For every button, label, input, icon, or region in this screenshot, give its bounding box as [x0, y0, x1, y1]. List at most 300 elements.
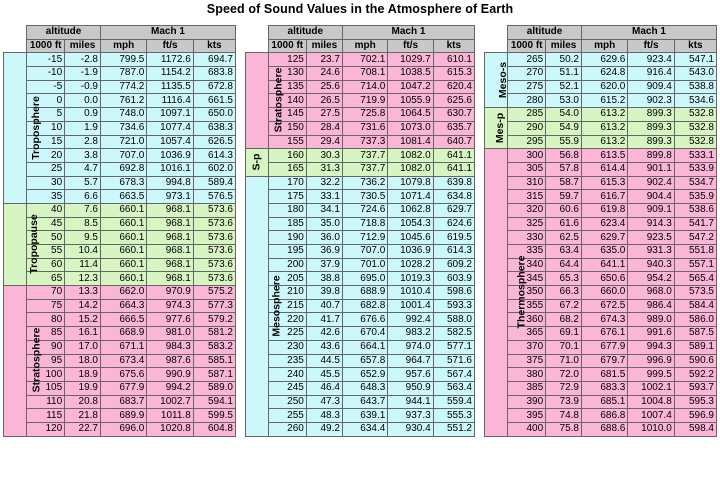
- zone-label-text: Mes-p: [494, 112, 507, 143]
- table-cell: 45: [27, 217, 65, 231]
- table-cell: 43.6: [306, 340, 342, 354]
- altitude-header: altitude: [508, 26, 582, 40]
- table-cell: 235: [268, 354, 306, 368]
- ft-header: 1000 ft: [27, 39, 65, 53]
- table-cell: 1036.9: [388, 245, 433, 259]
- table-cell: 200: [268, 258, 306, 272]
- table-cell: 9.5: [65, 231, 101, 245]
- miles-header: miles: [306, 39, 342, 53]
- table-cell: 31.3: [306, 162, 342, 176]
- table-cell: 21.8: [65, 409, 101, 423]
- table-cell: 736.2: [342, 176, 387, 190]
- table-cell: 660.1: [100, 272, 146, 286]
- table-cell: 55: [27, 245, 65, 259]
- table-cell: 695.0: [342, 272, 387, 286]
- table-cell: 964.7: [388, 354, 433, 368]
- table-cell: 150: [268, 121, 306, 135]
- table-cell: 583.2: [193, 340, 235, 354]
- table-cell: 899.3: [628, 108, 674, 122]
- table-cell: 977.6: [147, 313, 193, 327]
- table-cell: 532.8: [674, 135, 716, 149]
- table-cell: 365: [508, 327, 546, 341]
- table-cell: 20: [27, 149, 65, 163]
- fts-header: ft/s: [388, 39, 433, 53]
- table-cell: 635.7: [433, 121, 474, 135]
- table-cell: 3.8: [65, 149, 101, 163]
- table-row: [485, 327, 717, 341]
- table-cell: 534.7: [674, 176, 716, 190]
- table-cell: 23.7: [306, 53, 342, 67]
- table-row: [485, 231, 717, 245]
- table-cell: 623.4: [581, 217, 627, 231]
- table-cell: 648.3: [342, 381, 387, 395]
- table-cell: 543.0: [674, 67, 716, 81]
- table-cell: 702.1: [342, 53, 387, 67]
- table-cell: 250: [268, 395, 306, 409]
- table-cell: 270: [508, 67, 546, 81]
- table-row: [4, 80, 236, 94]
- table-cell: 47.3: [306, 395, 342, 409]
- table-cell: 25.6: [306, 80, 342, 94]
- table-cell: 64.4: [546, 258, 582, 272]
- table-cell: 245: [268, 381, 306, 395]
- table-cell: 737.7: [342, 149, 387, 163]
- table-cell: 604.8: [193, 422, 235, 436]
- table-cell: 1154.2: [147, 67, 193, 81]
- mph-header: mph: [100, 39, 146, 53]
- table-cell: 909.1: [628, 203, 674, 217]
- table-cell: 18.9: [65, 368, 101, 382]
- table-cell: 899.8: [628, 149, 674, 163]
- table-cell: 370: [508, 340, 546, 354]
- table-cell: -1.9: [65, 67, 101, 81]
- table-cell: 986.4: [628, 299, 674, 313]
- table-cell: 968.1: [147, 245, 193, 259]
- table-cell: 657.8: [342, 354, 387, 368]
- table-row: [4, 176, 236, 190]
- table-cell: 624.8: [581, 67, 627, 81]
- table-cell: 902.3: [628, 94, 674, 108]
- kts-header: kts: [193, 39, 235, 53]
- table-cell: 210: [268, 286, 306, 300]
- table-cell: 375: [508, 354, 546, 368]
- table-cell: 48.3: [306, 409, 342, 423]
- table-cell: 748.0: [100, 108, 146, 122]
- table-cell: 719.9: [342, 94, 387, 108]
- table-cell: 787.0: [100, 67, 146, 81]
- table-cell: 115: [27, 409, 65, 423]
- table-cell: 619.5: [433, 231, 474, 245]
- table-cell: 589.4: [193, 176, 235, 190]
- table-cell: 683.8: [193, 67, 235, 81]
- table-cell: 630.7: [433, 108, 474, 122]
- table-row: [485, 108, 717, 122]
- table-cell: 676.6: [342, 313, 387, 327]
- table-cell: 585.1: [193, 354, 235, 368]
- table-cell: 902.4: [628, 176, 674, 190]
- table-cell: 532.8: [674, 121, 716, 135]
- table-cell: 573.6: [193, 258, 235, 272]
- table-cell: 145: [268, 108, 306, 122]
- table-cell: 1011.8: [147, 409, 193, 423]
- table-row: [485, 94, 717, 108]
- table-cell: 573.6: [193, 203, 235, 217]
- table-cell: 1116.4: [147, 94, 193, 108]
- table-cell: 185: [268, 217, 306, 231]
- table-cell: -5: [27, 80, 65, 94]
- table-cell: 1001.4: [388, 299, 433, 313]
- fts-header: ft/s: [628, 39, 674, 53]
- table-cell: 36.9: [306, 245, 342, 259]
- table-cell: 37.9: [306, 258, 342, 272]
- table-cell: 1135.5: [147, 80, 193, 94]
- table-cell: 195: [268, 245, 306, 259]
- table-cell: 72.9: [546, 381, 582, 395]
- table-cell: 737.3: [342, 135, 387, 149]
- table-cell: 551.2: [433, 422, 474, 436]
- table-cell: 541.7: [674, 217, 716, 231]
- table-cell: 395: [508, 409, 546, 423]
- zone-label: [246, 53, 285, 149]
- table-cell: 641.1: [433, 149, 474, 163]
- table-cell: 614.4: [581, 162, 627, 176]
- table-cell: 22.7: [65, 422, 101, 436]
- miles-header: miles: [65, 39, 101, 53]
- table-cell: 180: [268, 203, 306, 217]
- table-cell: 68.2: [546, 313, 582, 327]
- table-cell: 586.0: [674, 313, 716, 327]
- speed-table-right: [484, 25, 717, 437]
- table-cell: 660.1: [100, 203, 146, 217]
- table-cell: 340: [508, 258, 546, 272]
- table-cell: 577.1: [433, 340, 474, 354]
- table-cell: 774.2: [100, 80, 146, 94]
- table-cell: 994.8: [147, 176, 193, 190]
- zone-label: [485, 149, 528, 436]
- table-cell: 85: [27, 327, 65, 341]
- table-cell: 205: [268, 272, 306, 286]
- table-cell: 25: [27, 162, 65, 176]
- table-cell: 590.6: [674, 354, 716, 368]
- table-cell: -0.9: [65, 80, 101, 94]
- table-cell: 1002.7: [147, 395, 193, 409]
- table-cell: 58.7: [546, 176, 582, 190]
- kts-header: kts: [433, 39, 474, 53]
- table-cell: 1010.4: [388, 286, 433, 300]
- table-cell: 987.6: [147, 354, 193, 368]
- table-cell: 360: [508, 313, 546, 327]
- table-cell: 602.0: [193, 162, 235, 176]
- table-row: [485, 381, 717, 395]
- zone-label: [246, 149, 269, 176]
- table-cell: 60.6: [546, 203, 582, 217]
- table-cell: 90: [27, 340, 65, 354]
- zone-label: [485, 108, 508, 149]
- table-cell: 615.2: [581, 94, 627, 108]
- zone-label: [4, 203, 40, 285]
- table-cell: 320: [508, 203, 546, 217]
- table-cell: 899.3: [628, 135, 674, 149]
- table-cell: 75.8: [546, 422, 582, 436]
- table-row: [485, 149, 717, 163]
- table-cell: 42.6: [306, 327, 342, 341]
- table-cell: 557.1: [674, 258, 716, 272]
- table-cell: 1020.8: [147, 422, 193, 436]
- table-cell: 650.0: [193, 108, 235, 122]
- table-cell: 170: [268, 176, 306, 190]
- table-cell: 983.2: [388, 327, 433, 341]
- table-cell: 731.6: [342, 121, 387, 135]
- table-cell: 70: [27, 286, 65, 300]
- table-cell: 95: [27, 354, 65, 368]
- table-cell: 664.1: [342, 340, 387, 354]
- table-cell: 688.6: [581, 422, 627, 436]
- table-cell: 573.6: [193, 231, 235, 245]
- table-cell: 688.9: [342, 286, 387, 300]
- table-cell: 718.8: [342, 217, 387, 231]
- table-row: [485, 67, 717, 81]
- table-cell: 35: [27, 190, 65, 204]
- table-cell: 671.1: [100, 340, 146, 354]
- table-cell: 660.1: [100, 258, 146, 272]
- table-cell: 643.7: [342, 395, 387, 409]
- table-cell: 1079.8: [388, 176, 433, 190]
- table-row: [4, 203, 236, 217]
- table-row: [4, 409, 236, 423]
- table-cell: 215: [268, 299, 306, 313]
- table-row: [485, 80, 717, 94]
- table-cell: 44.5: [306, 354, 342, 368]
- table-cell: 588.0: [433, 313, 474, 327]
- table-row: [485, 422, 717, 436]
- table-cell: 954.2: [628, 272, 674, 286]
- table-cell: 1007.4: [628, 409, 674, 423]
- table-cell: 380: [508, 368, 546, 382]
- zone-label: [4, 53, 42, 204]
- table-cell: 584.4: [674, 299, 716, 313]
- table-cell: 230: [268, 340, 306, 354]
- table-cell: 973.1: [147, 190, 193, 204]
- table-cell: 707.0: [342, 245, 387, 259]
- table-cell: 672.5: [581, 299, 627, 313]
- zone-label-text: Stratosphere: [30, 327, 43, 393]
- table-row: [4, 190, 236, 204]
- table-cell: 40: [27, 203, 65, 217]
- table-cell: 582.5: [433, 327, 474, 341]
- table-row: [485, 409, 717, 423]
- table-row: [485, 190, 717, 204]
- table-cell: 56.8: [546, 149, 582, 163]
- table-cell: 682.8: [342, 299, 387, 313]
- table-cell: 708.1: [342, 67, 387, 81]
- table-cell: 661.5: [193, 94, 235, 108]
- table-cell: 350: [508, 286, 546, 300]
- table-cell: 39.8: [306, 286, 342, 300]
- table-cell: 4.7: [65, 162, 101, 176]
- table-cell: 400: [508, 422, 546, 436]
- table-cell: 660.1: [100, 231, 146, 245]
- table-cell: 390: [508, 395, 546, 409]
- table-cell: 613.2: [581, 108, 627, 122]
- table-cell: 74.8: [546, 409, 582, 423]
- table-cell: 280: [508, 94, 546, 108]
- table-row: [246, 135, 475, 149]
- table-cell: 20.8: [65, 395, 101, 409]
- table-row: [4, 162, 236, 176]
- header-corner: [4, 26, 27, 53]
- table-cell: 551.8: [674, 245, 716, 259]
- table-cell: 63.4: [546, 245, 582, 259]
- table-cell: 1.9: [65, 121, 101, 135]
- table-cell: 60: [27, 258, 65, 272]
- table-cell: 641.1: [433, 162, 474, 176]
- table-cell: 535.9: [674, 190, 716, 204]
- table-cell: 1028.2: [388, 258, 433, 272]
- table-cell: 1097.1: [147, 108, 193, 122]
- table-cell: 725.8: [342, 108, 387, 122]
- table-cell: 940.3: [628, 258, 674, 272]
- table-cell: 36.0: [306, 231, 342, 245]
- table-cell: 41.7: [306, 313, 342, 327]
- table-cell: 14.2: [65, 299, 101, 313]
- table-cell: 799.5: [100, 53, 146, 67]
- zone-label-text: Mesosphere: [270, 274, 283, 337]
- table-cell: 45.5: [306, 368, 342, 382]
- table-cell: 991.6: [628, 327, 674, 341]
- table-cell: 6.6: [65, 190, 101, 204]
- table-cell: 909.4: [628, 80, 674, 94]
- table-cell: 599.5: [193, 409, 235, 423]
- table-cell: 996.9: [628, 354, 674, 368]
- table-row: [4, 313, 236, 327]
- table-cell: 15.2: [65, 313, 101, 327]
- table-cell: 1073.0: [388, 121, 433, 135]
- table-row: [4, 395, 236, 409]
- table-cell: 614.3: [433, 245, 474, 259]
- table-cell: 968.1: [147, 231, 193, 245]
- table-cell: 968.1: [147, 272, 193, 286]
- table-cell: 17.0: [65, 340, 101, 354]
- table-cell: 1036.9: [147, 149, 193, 163]
- table-cell: 610.1: [433, 53, 474, 67]
- table-cell: 571.6: [433, 354, 474, 368]
- table-cell: 59.7: [546, 190, 582, 204]
- table-cell: 984.3: [147, 340, 193, 354]
- table-cell: 696.0: [100, 422, 146, 436]
- table-cell: 573.5: [674, 286, 716, 300]
- table-cell: 10: [27, 121, 65, 135]
- table-cell: 968.1: [147, 258, 193, 272]
- table-cell: 34.1: [306, 203, 342, 217]
- table-cell: 534.6: [674, 94, 716, 108]
- table-row: [485, 395, 717, 409]
- table-cell: 547.2: [674, 231, 716, 245]
- table-cell: 901.1: [628, 162, 674, 176]
- mach-header: Mach 1: [581, 26, 716, 40]
- table-cell: 944.1: [388, 395, 433, 409]
- table-cell: -15: [27, 53, 65, 67]
- table-cell: 325: [508, 217, 546, 231]
- table-cell: 914.3: [628, 217, 674, 231]
- table-cell: 689.9: [100, 409, 146, 423]
- table-cell: 19.9: [65, 381, 101, 395]
- table-cell: 538.6: [674, 203, 716, 217]
- table-cell: 1081.4: [388, 135, 433, 149]
- table-cell: 28.4: [306, 121, 342, 135]
- kts-header: kts: [674, 39, 716, 53]
- table-row: [246, 162, 475, 176]
- table-cell: 899.3: [628, 121, 674, 135]
- table-cell: 573.6: [193, 272, 235, 286]
- table-cell: 639.1: [342, 409, 387, 423]
- table-cell: 285: [508, 108, 546, 122]
- table-cell: 666.5: [100, 313, 146, 327]
- table-cell: 660.0: [581, 286, 627, 300]
- table-cell: 613.2: [581, 135, 627, 149]
- table-cell: 598.6: [433, 286, 474, 300]
- table-cell: 1071.4: [388, 190, 433, 204]
- table-cell: 275: [508, 80, 546, 94]
- table-row: [485, 121, 717, 135]
- table-cell: 565.4: [674, 272, 716, 286]
- table-row: [246, 190, 475, 204]
- table-cell: 677.9: [100, 381, 146, 395]
- table-cell: 5.7: [65, 176, 101, 190]
- table-row: [485, 53, 717, 67]
- table-cell: 135: [268, 80, 306, 94]
- table-cell: 615.3: [581, 176, 627, 190]
- table-cell: 638.3: [193, 121, 235, 135]
- mach-header: Mach 1: [100, 26, 235, 40]
- table-cell: 714.0: [342, 80, 387, 94]
- table-cell: 7.6: [65, 203, 101, 217]
- mph-header: mph: [342, 39, 387, 53]
- speed-table-middle: [245, 25, 475, 437]
- table-cell: 1045.6: [388, 231, 433, 245]
- table-cell: 635.0: [581, 245, 627, 259]
- table-cell: 50: [27, 231, 65, 245]
- table-cell: 675.6: [100, 368, 146, 382]
- table-cell: 13.3: [65, 286, 101, 300]
- table-row: [246, 422, 475, 436]
- table-cell: 592.2: [674, 368, 716, 382]
- table-cell: 33.1: [306, 190, 342, 204]
- table-cell: 968.1: [147, 217, 193, 231]
- table-row: [485, 176, 717, 190]
- table-cell: 533.9: [674, 162, 716, 176]
- table-cell: 761.2: [100, 94, 146, 108]
- table-cell: 10.4: [65, 245, 101, 259]
- table-cell: 315: [508, 190, 546, 204]
- table-cell: 683.7: [100, 395, 146, 409]
- table-cell: 50.2: [546, 53, 582, 67]
- table-cell: 559.4: [433, 395, 474, 409]
- table-cell: 678.3: [100, 176, 146, 190]
- table-cell: 330: [508, 231, 546, 245]
- table-cell: 52.1: [546, 80, 582, 94]
- table-cell: 990.9: [147, 368, 193, 382]
- table-row: [246, 149, 475, 163]
- speed-table-left: [3, 25, 236, 437]
- table-cell: 190: [268, 231, 306, 245]
- table-cell: 2.8: [65, 135, 101, 149]
- table-cell: 255: [268, 409, 306, 423]
- table-cell: 0.0: [65, 94, 101, 108]
- table-cell: 130: [268, 67, 306, 81]
- fts-header: ft/s: [147, 39, 193, 53]
- table-row: [4, 67, 236, 81]
- table-cell: 15: [27, 135, 65, 149]
